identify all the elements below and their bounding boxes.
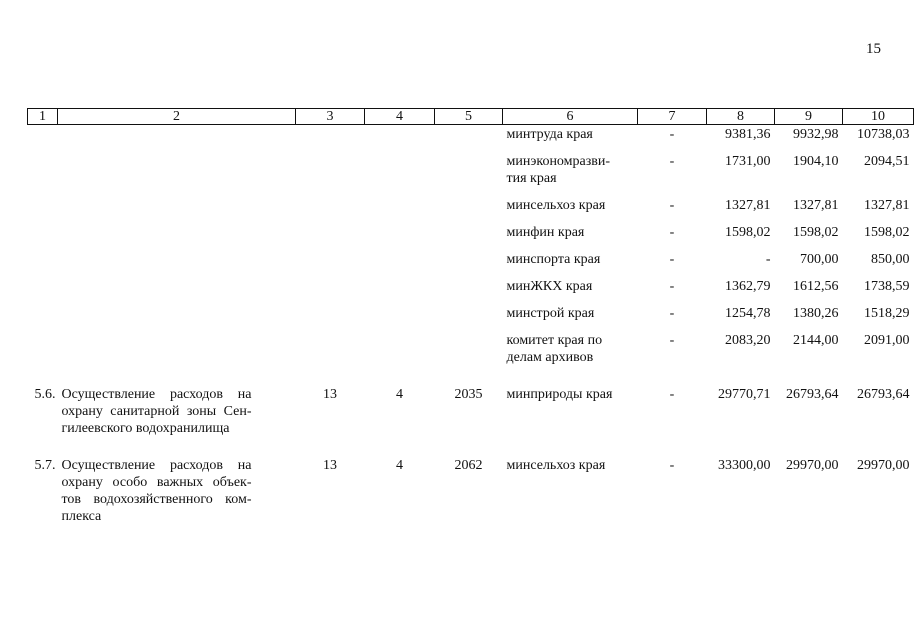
executor-line: минэкономразви-	[506, 154, 611, 169]
col7-cell: -	[669, 387, 675, 402]
executor-line: минтруда края	[506, 127, 593, 142]
executor-line: минсельхоз края	[506, 198, 606, 213]
section-code-cell	[296, 214, 365, 241]
target-code-cell: 2062	[454, 458, 483, 473]
table-row	[28, 241, 914, 268]
item-number: 5.6.	[34, 387, 56, 402]
executor-cell	[503, 214, 638, 241]
section-code-cell	[296, 268, 365, 295]
subsection-code-cell	[365, 322, 435, 366]
target-code-cell	[435, 143, 503, 187]
table-row	[28, 322, 914, 366]
section-code-cell: 13	[323, 458, 337, 473]
amount-col9-cell: 26793,64	[786, 387, 839, 402]
executor-line: минприроды края	[506, 387, 613, 402]
table-row	[28, 143, 914, 187]
item-cell	[28, 295, 296, 322]
executor-line: минфин края	[506, 225, 585, 240]
item-cell	[28, 214, 296, 241]
amount-col10-cell: 850,00	[871, 252, 910, 267]
amount-col8-cell: 29770,71	[718, 387, 771, 402]
item-cell	[28, 187, 296, 214]
section-code-cell: 13	[323, 387, 337, 402]
target-code-cell	[435, 322, 503, 366]
section-code-cell	[296, 322, 365, 366]
col7-cell: -	[669, 154, 675, 169]
table-row	[28, 187, 914, 214]
amount-col8-cell: 33300,00	[718, 458, 771, 473]
amount-col10-cell: 1518,29	[864, 306, 910, 321]
table-row	[28, 214, 914, 241]
amount-col9-cell: 1598,02	[793, 225, 839, 240]
subsection-code-cell	[365, 214, 435, 241]
amount-col8-cell: 2083,20	[725, 333, 771, 348]
subsection-code-cell: 4	[396, 387, 403, 402]
target-code-cell	[435, 295, 503, 322]
executor-line: минстрой края	[506, 306, 595, 321]
target-code-cell	[435, 187, 503, 214]
header-cell: 1	[28, 109, 58, 125]
subsection-code-cell	[365, 241, 435, 268]
subsection-code-cell	[365, 143, 435, 187]
header-cell: 8	[707, 109, 775, 125]
amount-col8-cell: 1598,02	[725, 225, 771, 240]
table-row	[28, 366, 914, 437]
amount-col8-cell: 1254,78	[725, 306, 771, 321]
section-code-cell	[296, 241, 365, 268]
header-cell: 6	[503, 109, 638, 125]
amount-col10-cell: 10738,03	[857, 127, 910, 142]
item-cell	[28, 143, 296, 187]
col7-cell: -	[669, 333, 675, 348]
amount-col8-cell: 1362,79	[725, 279, 771, 294]
amount-col10-cell: 2094,51	[864, 154, 910, 169]
executor-line: комитет края по	[506, 333, 603, 348]
executor-cell	[503, 187, 638, 214]
amount-col9-cell: 1904,10	[793, 154, 839, 169]
amount-col10-cell: 1598,02	[864, 225, 910, 240]
header-cell: 10	[843, 109, 914, 125]
executor-cell	[503, 268, 638, 295]
col7-cell: -	[669, 306, 675, 321]
header-cell: 5	[435, 109, 503, 125]
amount-col9-cell: 29970,00	[786, 458, 839, 473]
executor-cell	[503, 295, 638, 322]
subsection-code-cell	[365, 187, 435, 214]
header-cell: 9	[775, 109, 843, 125]
amount-col9-cell: 2144,00	[793, 333, 839, 348]
item-number: 5.7.	[34, 458, 56, 473]
target-code-cell	[435, 214, 503, 241]
header-cell: 7	[638, 109, 707, 125]
item-cell	[28, 268, 296, 295]
col7-cell: -	[669, 127, 675, 142]
amount-col10-cell: 29970,00	[857, 458, 910, 473]
executor-cell	[503, 366, 638, 437]
amount-col9-cell: 1327,81	[793, 198, 839, 213]
amount-col9-cell: 1380,26	[793, 306, 839, 321]
target-code-cell	[435, 125, 503, 144]
executor-line: минсельхоз края	[506, 458, 606, 473]
table-row	[28, 295, 914, 322]
table-row	[28, 437, 914, 525]
subsection-code-cell	[365, 295, 435, 322]
amount-col9-cell: 1612,56	[793, 279, 839, 294]
item-description: Осуществление расходов на охрану особо важных объек-тов водохозяйственного ком-плекса	[61, 458, 252, 524]
item-cell	[28, 437, 296, 525]
col7-cell: -	[669, 225, 675, 240]
amount-col8-cell: -	[765, 252, 771, 267]
item-cell	[28, 366, 296, 437]
col7-cell: -	[669, 252, 675, 267]
executor-line: делам архивов	[506, 350, 594, 365]
item-cell	[28, 322, 296, 366]
executor-cell	[503, 241, 638, 268]
target-code-cell: 2035	[454, 387, 483, 402]
col7-cell: -	[669, 198, 675, 213]
col7-cell: -	[669, 458, 675, 473]
section-code-cell	[296, 295, 365, 322]
amount-col10-cell: 2091,00	[864, 333, 910, 348]
amount-col9-cell: 700,00	[800, 252, 839, 267]
subsection-code-cell	[365, 268, 435, 295]
section-code-cell	[296, 143, 365, 187]
amount-col10-cell: 26793,64	[857, 387, 910, 402]
amount-col8-cell: 1327,81	[725, 198, 771, 213]
page-number: 15	[866, 41, 881, 57]
amount-col9-cell: 9932,98	[793, 127, 839, 142]
executor-line: тия края	[506, 171, 557, 186]
header-cell: 3	[296, 109, 365, 125]
header-cell: 2	[58, 109, 296, 125]
item-cell	[28, 241, 296, 268]
subsection-code-cell: 4	[396, 458, 403, 473]
table-row	[28, 268, 914, 295]
executor-cell	[503, 125, 638, 144]
section-code-cell	[296, 125, 365, 144]
amount-col10-cell: 1738,59	[864, 279, 910, 294]
executor-cell	[503, 322, 638, 366]
subsection-code-cell	[365, 125, 435, 144]
executor-line: минЖКХ края	[506, 279, 593, 294]
budget-table	[27, 108, 914, 525]
section-code-cell	[296, 187, 365, 214]
executor-line: минспорта края	[506, 252, 601, 267]
item-description: Осуществление расходов на охрану санитарной зоны Сен-гилеевского водохранилища	[61, 387, 252, 436]
target-code-cell	[435, 268, 503, 295]
executor-cell	[503, 143, 638, 187]
target-code-cell	[435, 241, 503, 268]
amount-col8-cell: 9381,36	[725, 127, 771, 142]
column-number-header	[28, 109, 914, 125]
executor-cell	[503, 437, 638, 525]
header-cell: 4	[365, 109, 435, 125]
table-row	[28, 125, 914, 144]
amount-col8-cell: 1731,00	[725, 154, 771, 169]
item-cell	[28, 125, 296, 144]
col7-cell: -	[669, 279, 675, 294]
amount-col10-cell: 1327,81	[864, 198, 910, 213]
